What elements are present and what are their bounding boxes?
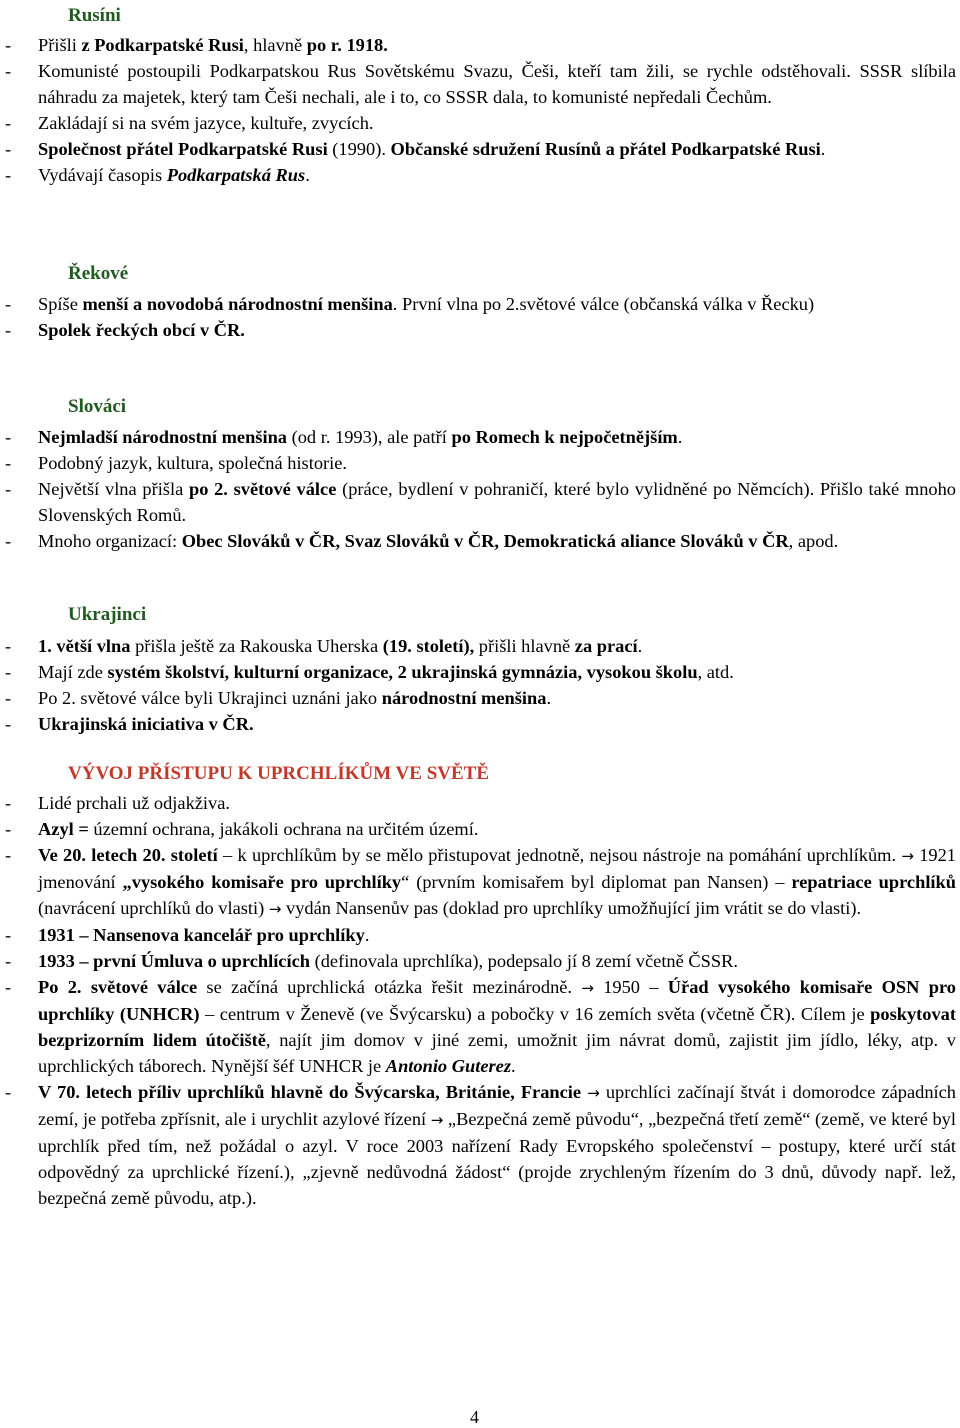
item-text: přišli hlavně: [474, 636, 575, 656]
emphasis-text: Ve 20. letech 20. století: [38, 845, 218, 865]
list-item: [0, 450, 960, 476]
emphasis-text: „vysokého komisaře pro uprchlíky: [122, 872, 402, 892]
emphasis-text: V 70. letech příliv uprchlíků hlavně do Švýcarska, Británie, Francie: [38, 1082, 582, 1102]
list-item: [0, 32, 960, 58]
section-heading-slovaci: Slováci: [68, 396, 127, 417]
section-heading-rusini: Rusíni: [68, 5, 121, 26]
emphasis-text: menší a novodobá národnostní menšina: [82, 294, 393, 314]
bullet-list-ukrajinci: [0, 633, 960, 737]
list-item: [0, 685, 960, 711]
list-item: [0, 816, 960, 842]
emphasis-text: za prací: [574, 636, 638, 656]
item-text: (od r. 1993), ale patří: [287, 427, 452, 447]
item-text: .: [364, 925, 370, 945]
arrow-icon: →: [587, 1084, 600, 1102]
item-text: Mají zde: [38, 662, 108, 682]
emphasis-text: národnostní menšina: [381, 688, 547, 708]
arrow-icon: →: [901, 847, 914, 865]
emphasis-text: poskytovat bezprizorním lidem útočiště: [38, 1004, 956, 1050]
item-text: Spíše: [38, 294, 83, 314]
item-text: Zakládají si na svém jazyce, kultuře, zvycích.: [38, 113, 374, 133]
item-text: “ (prvním komisařem byl diplomat pan Nansen) –: [401, 872, 792, 892]
section-heading-vyvoj: VÝVOJ PŘÍSTUPU K UPRCHLÍKŮM VE SVĚTĚ: [68, 763, 490, 784]
list-item: [0, 659, 960, 685]
item-text: , atd.: [697, 662, 734, 682]
emphasis-text: Společnost přátel Podkarpatské Rusi: [38, 139, 328, 159]
item-text: Mnoho organizací:: [38, 531, 182, 551]
list-item: [0, 974, 960, 1079]
item-text: .: [637, 636, 643, 656]
list-item: [0, 317, 960, 343]
list-item: [0, 711, 960, 737]
emphasis-text: Antonio Guterez: [385, 1056, 511, 1076]
item-text: .: [546, 688, 552, 708]
item-text: (1990).: [327, 139, 391, 159]
arrow-icon: →: [430, 1111, 444, 1129]
item-text: – centrum v Ženevě (ve Švýcarsku) a pobočky v 16 zemích světa (včetně ČR). Cílem je: [199, 1004, 871, 1024]
emphasis-text: Ukrajinská iniciativa v ČR.: [38, 714, 254, 734]
item-text: , najít jim domov v jiné zemi, umožnit jim návrat domů, zajistit jim jídlo, léky, atp. v uprchlických táborech. Nynější šéf UNHCR je: [38, 1030, 956, 1076]
item-text: , hlavně: [243, 35, 307, 55]
item-text: přišla ještě za Rakouska Uherska: [130, 636, 383, 656]
item-text: Největší vlna přišla: [38, 479, 189, 499]
emphasis-text: 1931 – Nansenova kancelář pro uprchlíky: [38, 925, 365, 945]
emphasis-text: 1933 – první Úmluva o uprchlících: [38, 951, 310, 971]
item-text: Podobný jazyk, kultura, společná historie.: [38, 453, 348, 473]
item-text: Přišli: [38, 35, 82, 55]
list-item: [0, 291, 960, 317]
emphasis-text: Občanské sdružení Rusínů a přátel Podkarpatské Rusi: [390, 139, 821, 159]
item-text: Po 2. světové válce byli Ukrajinci uznáni jako: [38, 688, 382, 708]
section-heading-ukrajinci: Ukrajinci: [68, 604, 147, 625]
item-text: Vydávají časopis: [38, 165, 167, 185]
list-item: [0, 1079, 960, 1211]
section-heading-rekove: Řekové: [68, 263, 129, 284]
emphasis-text: systém školství, kulturní organizace, 2 ukrajinská gymnázia, vysokou školu: [107, 662, 698, 682]
list-item: [0, 842, 960, 922]
list-item: [0, 948, 960, 974]
item-text: .: [677, 427, 683, 447]
list-item: [0, 790, 960, 816]
emphasis-text: Nejmladší národnostní menšina: [38, 427, 288, 447]
item-text: (definovala uprchlíka), podepsalo jí 8 zemí včetně ČSSR.: [309, 951, 738, 971]
list-item: [0, 136, 960, 162]
item-text: uprchlíci začínají štvát i domorodce západních zemí, je potřeba zpřísnit, ale i urychlit azylové řízení: [38, 1082, 956, 1129]
item-text: 1921 jmenování: [38, 845, 956, 892]
item-text: Lidé prchali už odjakživa.: [38, 793, 230, 813]
bullet-list-vyvoj: [0, 790, 960, 1211]
emphasis-text: z Podkarpatské Rusi: [81, 35, 244, 55]
item-text: „Bezpečná země původu“, „bezpečná třetí země“ (země, ve které byl uprchlík před tím, než požádal o azyl. V roce 2003 nařízení Rady Evropského společenství – postupy, které určí stát odpovědný za uprchlické řízení.), „zjevně nedůvodná žádost“ (projde zrychleným řízením do 3 dnů, důvody např. lež, bezpečná země původu, atp.).: [38, 1109, 956, 1208]
item-text: .: [305, 165, 310, 185]
bullet-list-rusini: [0, 32, 960, 188]
list-item: [0, 424, 960, 450]
emphasis-text: Obec Slováků v ČR, Svaz Slováků v ČR, Demokratická aliance Slováků v ČR: [181, 531, 789, 551]
item-text: . První vlna po 2.světové válce (občanská válka v Řecku): [392, 294, 815, 314]
emphasis-text: po Romech k nejpočetnějším: [451, 427, 678, 447]
list-item: [0, 922, 960, 948]
item-text: se začíná uprchlická otázka řešit mezinárodně.: [197, 977, 582, 997]
emphasis-text: po r. 1918.: [306, 35, 388, 55]
bullet-list-slovaci: [0, 424, 960, 554]
emphasis-text: Spolek řeckých obcí v ČR.: [38, 320, 245, 340]
item-text: územní ochrana, jakákoli ochrana na určitém území.: [88, 819, 479, 839]
arrow-icon: →: [268, 900, 282, 918]
list-item: [0, 633, 960, 659]
emphasis-text: repatriace uprchlíků: [791, 872, 956, 892]
emphasis-text: Podkarpatská Rus: [166, 165, 306, 185]
item-text: Komunisté postoupili Podkarpatskou Rus Sovětskému Svazu, Češi, kteří tam žili, se rychle odstěhovali. SSSR slíbila náhradu za majetek, který tam Češi nechali, ale i to, co SSSR dala, to komunisté nepředali Čechům.: [38, 61, 956, 107]
item-text: , apod.: [788, 531, 839, 551]
arrow-icon: →: [581, 979, 594, 997]
emphasis-text: Úřad vysokého komisaře OSN pro uprchlíky (UNHCR): [38, 977, 956, 1024]
item-text: (práce, bydlení v pohraničí, které bylo vylidněné po Němcích). Přišlo také mnoho Slovenských Romů.: [38, 479, 956, 525]
list-item: [0, 58, 960, 110]
emphasis-text: 1. větší vlna: [38, 636, 131, 656]
item-text: 1950 –: [593, 977, 668, 997]
list-item: [0, 110, 960, 136]
list-item: [0, 162, 960, 188]
emphasis-text: (19. století),: [382, 636, 475, 656]
item-text: .: [510, 1056, 516, 1076]
page-number: 4: [470, 1407, 479, 1427]
item-text: vydán Nansenův pas (doklad pro uprchlíky umožňující jim vrátit se do vlasti).: [281, 898, 862, 918]
item-text: – k uprchlíkům by se mělo přistupovat jednotně, nejsou nástroje na pomáhání uprchlíkům.: [217, 845, 902, 865]
item-text: (navrácení uprchlíků do vlasti): [38, 898, 269, 918]
emphasis-text: po 2. světové válce: [188, 479, 337, 499]
item-text: .: [820, 139, 826, 159]
list-item: [0, 528, 960, 554]
bullet-list-rekove: [0, 291, 960, 343]
emphasis-text: Po 2. světové válce: [38, 977, 198, 997]
emphasis-text: Azyl =: [38, 819, 89, 839]
list-item: [0, 476, 960, 528]
